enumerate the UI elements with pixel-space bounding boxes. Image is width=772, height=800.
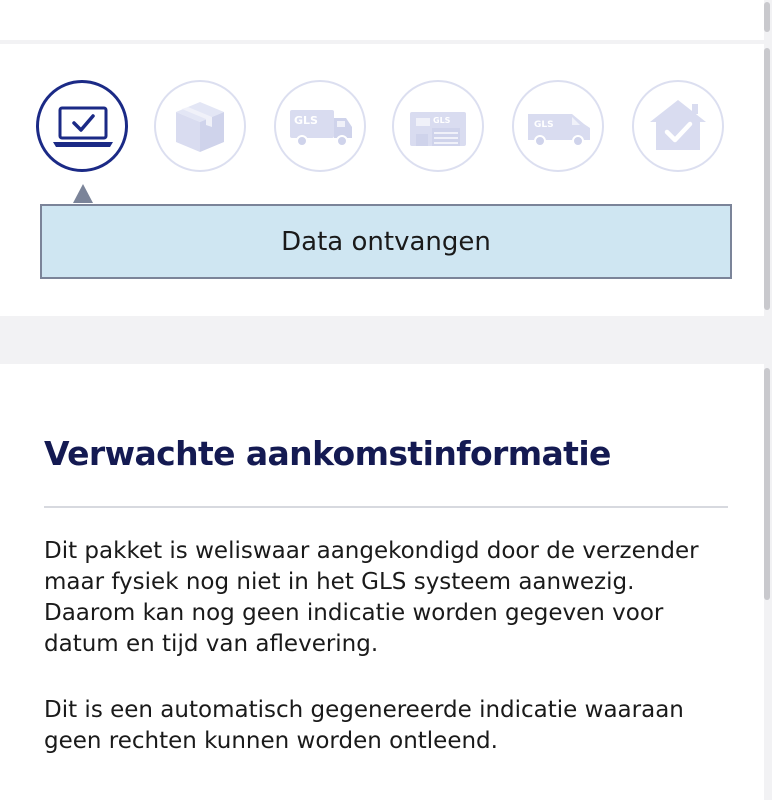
status-box bbox=[40, 204, 732, 279]
laptop-check-icon bbox=[39, 83, 127, 171]
step-parcel[interactable] bbox=[154, 80, 246, 172]
tracking-progress-card bbox=[0, 44, 764, 316]
arrival-info-paragraph bbox=[44, 536, 744, 660]
step-depot[interactable] bbox=[392, 80, 484, 172]
divider bbox=[44, 506, 728, 508]
step-data-received[interactable] bbox=[36, 80, 128, 172]
paragraph-line: maar fysiek nog niet in het GLS systeem aanwezig. bbox=[44, 569, 635, 595]
paragraph-line: geen rechten kunnen worden ontleend. bbox=[44, 728, 498, 754]
status-label: Data ontvangen bbox=[281, 226, 491, 257]
top-card bbox=[0, 0, 764, 40]
tracking-steps bbox=[36, 80, 736, 176]
gls-truck-icon bbox=[276, 82, 364, 170]
depot-logo-text: GLS bbox=[433, 116, 451, 125]
paragraph-line: Dit pakket is weliswaar aangekondigd door de verzender bbox=[44, 538, 699, 564]
step-out-for-delivery-van[interactable] bbox=[512, 80, 604, 172]
van-logo-text: GLS bbox=[534, 120, 554, 130]
truck-logo-text: GLS bbox=[294, 114, 318, 127]
scrollbar[interactable] bbox=[764, 2, 770, 32]
arrival-info-card bbox=[0, 364, 764, 800]
paragraph-line: Daarom kan nog geen indicatie worden gegeven voor bbox=[44, 600, 664, 626]
gls-depot-icon bbox=[394, 82, 482, 170]
step-in-transit-truck[interactable] bbox=[274, 80, 366, 172]
gls-van-icon bbox=[514, 82, 602, 170]
scrollbar[interactable] bbox=[764, 368, 770, 600]
paragraph-line: Dit is een automatisch gegenereerde indicatie waaraan bbox=[44, 697, 684, 723]
disclaimer-paragraph bbox=[44, 695, 744, 757]
home-check-icon bbox=[634, 82, 722, 170]
status-pointer bbox=[73, 184, 93, 203]
parcel-box-icon bbox=[156, 82, 244, 170]
step-delivered-home[interactable] bbox=[632, 80, 724, 172]
paragraph-line: datum en tijd van aflevering. bbox=[44, 631, 379, 657]
arrival-info-title: Verwachte aankomstinformatie bbox=[44, 434, 611, 473]
scrollbar[interactable] bbox=[764, 48, 770, 310]
